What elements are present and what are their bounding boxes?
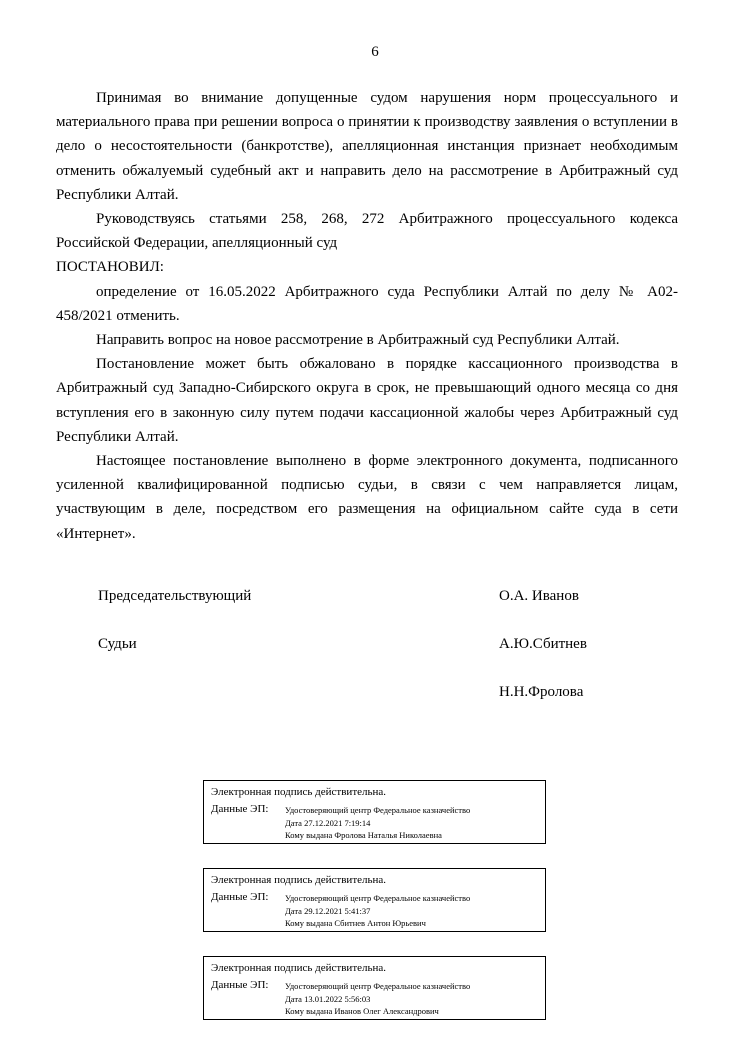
judges-label: Судьи bbox=[98, 636, 137, 652]
paragraph-guided-by: Руководствуясь статьями 258, 268, 272 Арбитражного процессуального кодекса Российской Федерации, апелляционный суд bbox=[56, 211, 678, 252]
judge2-row bbox=[98, 684, 598, 704]
signature-details bbox=[285, 804, 470, 842]
signature-data-label: Данные ЭП: bbox=[211, 891, 269, 903]
signature-stamp-frolova bbox=[203, 780, 546, 844]
resolution-electronic-form: Настоящее постановление выполнено в форме электронного документа, подписанного усиленной квалифицированной подписью судьи, в связи с чем направляется лицам, участвующим в деле, посредством его размещения на официальном сайте суда в сети «Интернет». bbox=[56, 453, 678, 542]
judge-name-frolova: Н.Н.Фролова bbox=[499, 684, 584, 700]
judge-name-sbitnev: А.Ю.Сбитнев bbox=[499, 636, 587, 652]
signature-data-label: Данные ЭП: bbox=[211, 803, 269, 815]
presiding-row bbox=[98, 588, 598, 608]
presiding-label: Председательствующий bbox=[98, 588, 252, 604]
signature-valid-title: Электронная подпись действительна. bbox=[211, 874, 387, 886]
document-body bbox=[56, 86, 678, 546]
resolution-cancel: определение от 16.05.2022 Арбитражного суда Республики Алтай по делу № А02-458/2021 отменить. bbox=[56, 283, 678, 324]
resolution-new-review: Направить вопрос на новое рассмотрение в Арбитражный суд Республики Алтай. bbox=[96, 332, 620, 349]
signature-stamp-ivanov bbox=[203, 956, 546, 1020]
presiding-name: О.А. Иванов bbox=[499, 588, 579, 604]
signature-date: Дата 29.12.2021 5:41:37 bbox=[285, 905, 371, 916]
signature-data-label: Данные ЭП: bbox=[211, 979, 269, 991]
signature-details bbox=[285, 980, 470, 1018]
signature-issued-to: Кому выдана Иванов Олег Александрович bbox=[285, 1006, 439, 1016]
signature-date: Дата 27.12.2021 7:19:14 bbox=[285, 817, 371, 828]
signature-details bbox=[285, 892, 470, 930]
page-number: 6 bbox=[371, 44, 379, 60]
signature-date: Дата 13.01.2022 5:56:03 bbox=[285, 993, 371, 1004]
resolve-title: ПОСТАНОВИЛ: bbox=[56, 259, 164, 276]
signature-issued-to: Кому выдана Сбитнев Антон Юрьевич bbox=[285, 918, 426, 928]
judges-row bbox=[98, 636, 598, 656]
signature-valid-title: Электронная подпись действительна. bbox=[211, 962, 387, 974]
resolution-appeal: Постановление может быть обжаловано в порядке кассационного производства в Арбитражный суд Западно-Сибирского округа в срок, не превышающий одного месяца со дня вступления его в законную силу путем подачи кассационной жалобы через Арбитражный суд Республики Алтай. bbox=[56, 356, 678, 445]
signature-valid-title: Электронная подпись действительна. bbox=[211, 786, 387, 798]
signature-center: Удостоверяющий центр Федеральное казначейство bbox=[285, 893, 471, 903]
paragraph-violations: Принимая во внимание допущенные судом нарушения норм процессуального и материального права при решении вопроса о принятии к производству заявления о вступлении в дело о несостоятельности (банкротстве), апелляционная инстанция признает необходимым отменить обжалуемый судебный акт и направить дело на рассмотрение в Арбитражный суд Республики Алтай. bbox=[56, 90, 678, 203]
signature-stamp-sbitnev bbox=[203, 868, 546, 932]
signature-center: Удостоверяющий центр Федеральное казначейство bbox=[285, 981, 471, 991]
signature-issued-to: Кому выдана Фролова Наталья Николаевна bbox=[285, 830, 442, 840]
signature-center: Удостоверяющий центр Федеральное казначейство bbox=[285, 805, 471, 815]
